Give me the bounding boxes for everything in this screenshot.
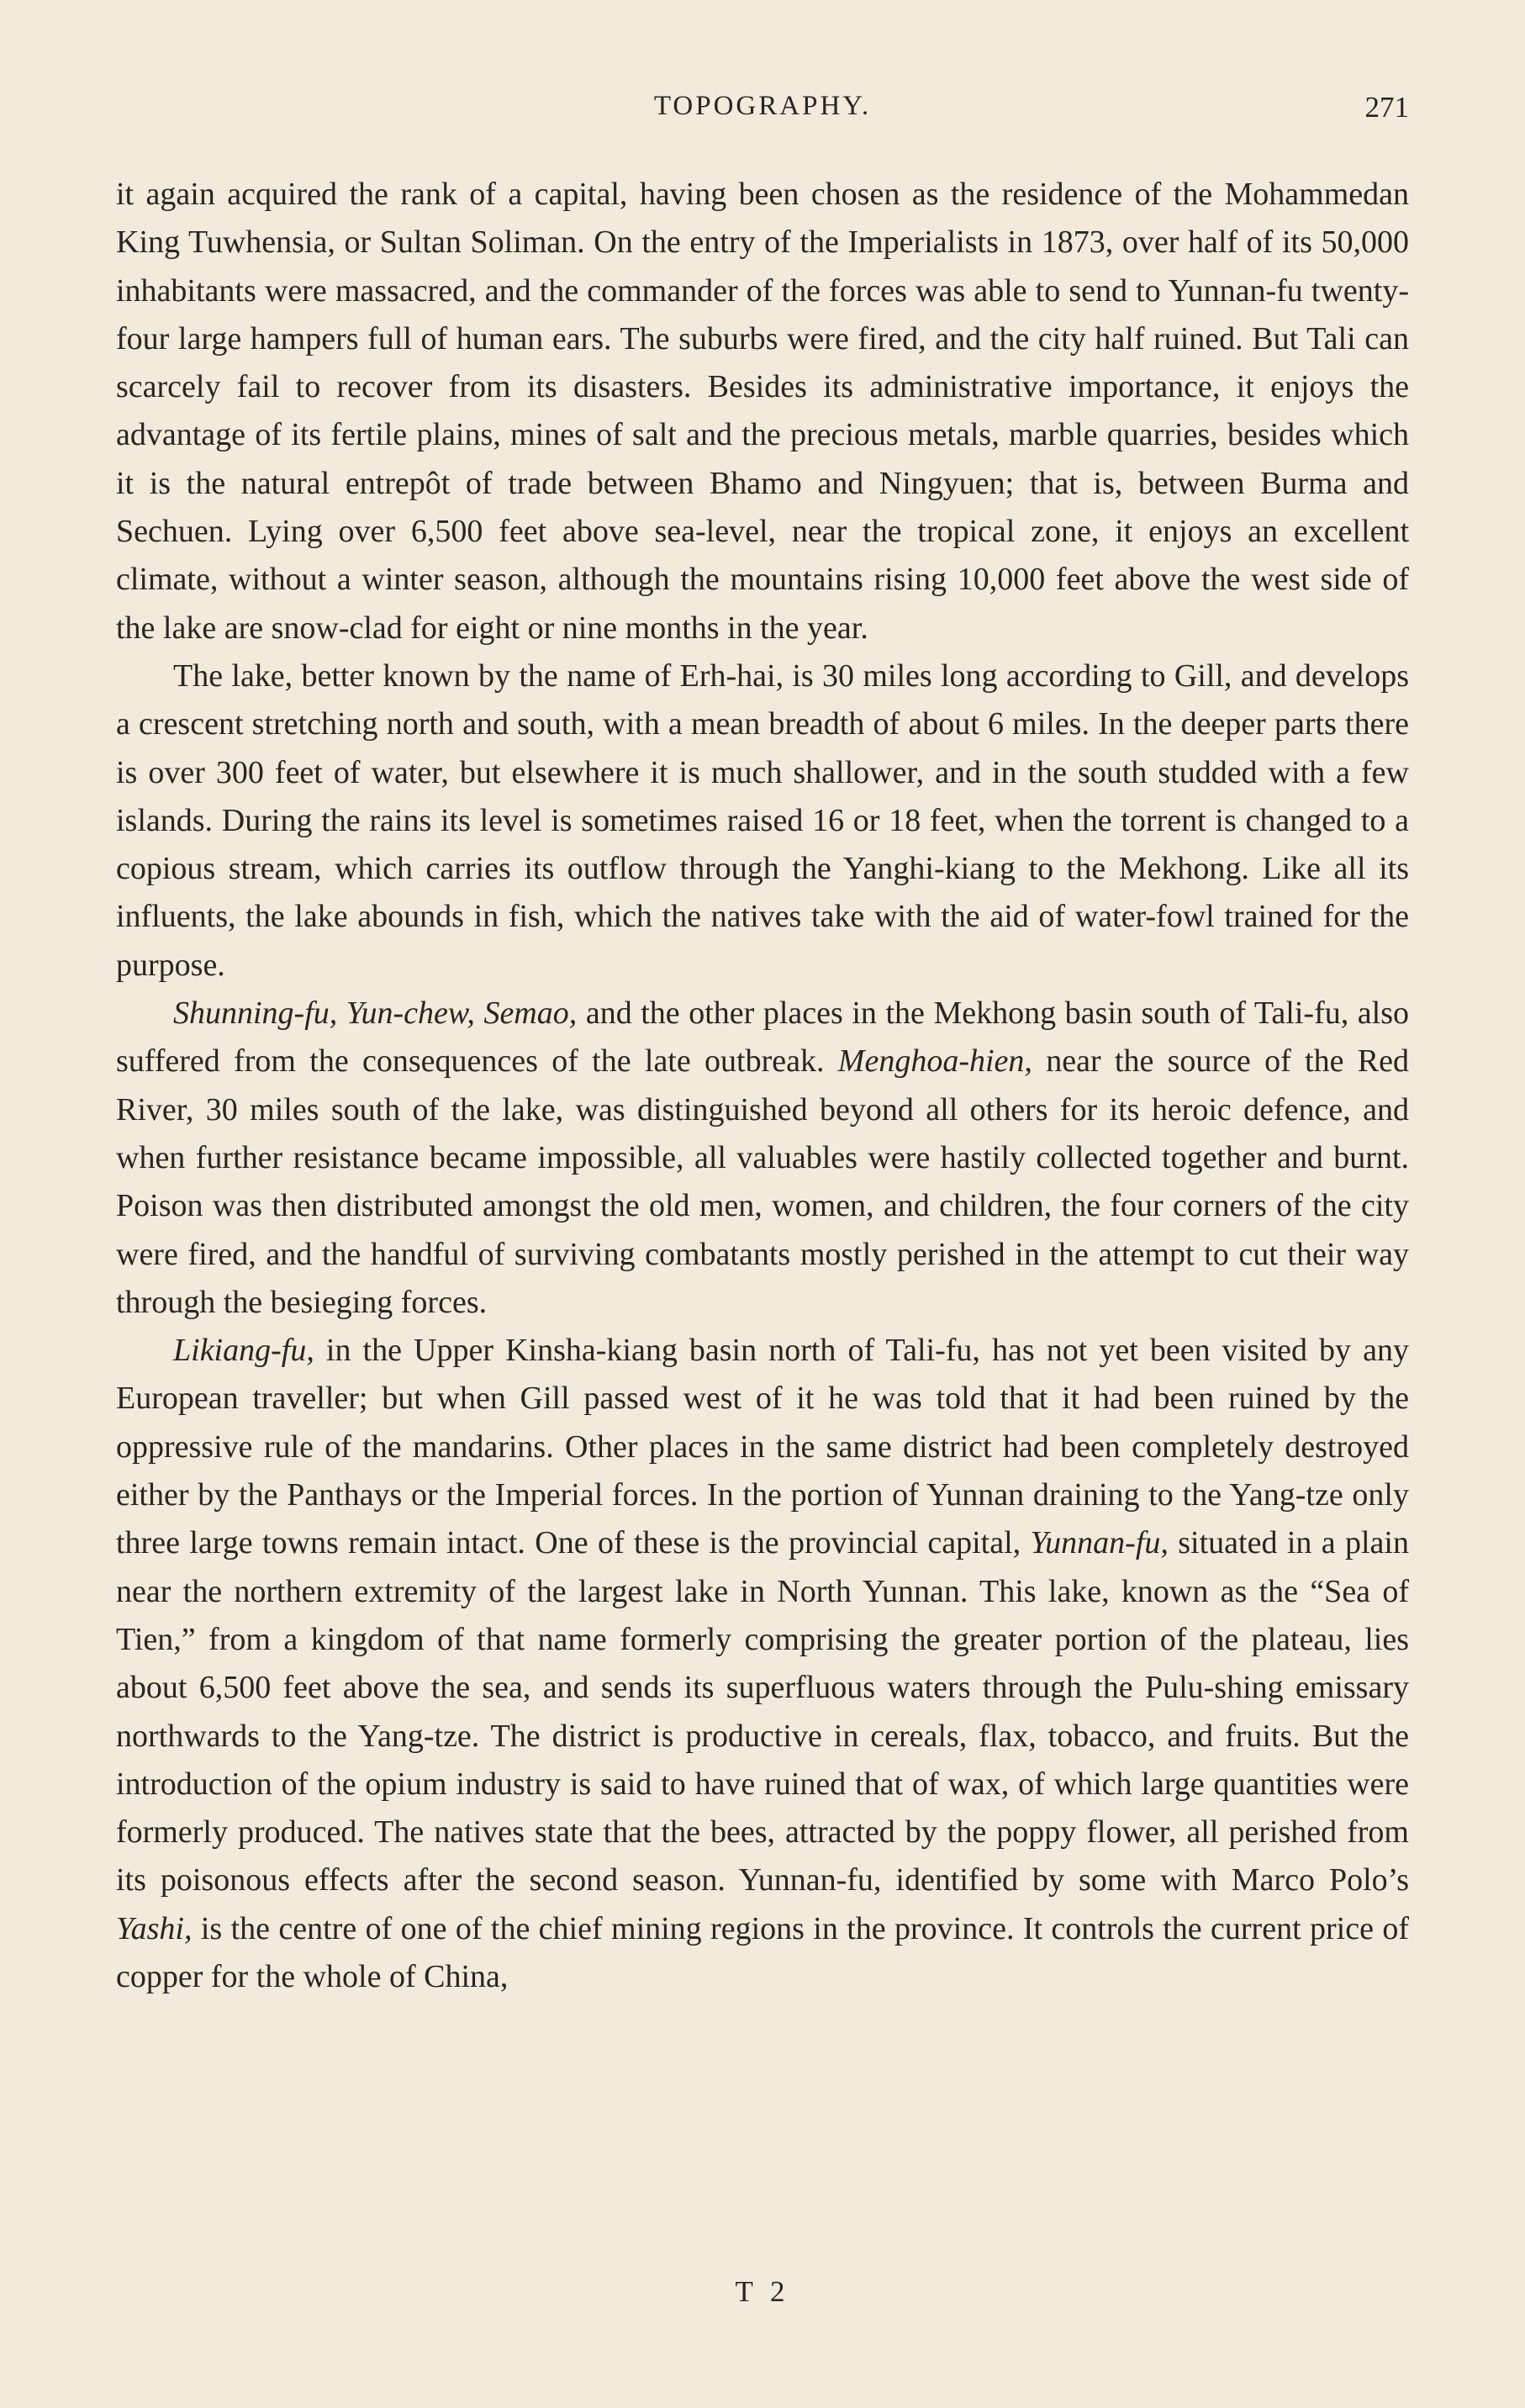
paragraph-4 [116, 1327, 1409, 2001]
place-name-italic: Yunnan-fu, [1030, 1525, 1169, 1561]
signature-mark: T 2 [735, 2275, 790, 2308]
paragraph-text: and the other places in the Mekhong basin south of Tali-fu, also suffered from the consequences of the late outbreak. [116, 995, 1409, 1080]
paragraph-text: situated in a plain near the northern extremity of the largest lake in North Yunnan. This lake, known as the “Sea of Tien,” from a kingdom of that name formerly comprising the greater portion of the plateau, lies about 6,500 feet above the sea, and sends its superfluous waters through the Pulu-shing emissary northwards to the Yang-tze. The district is productive in cereals, flax, tobacco, and fruits. But the introduction of the opium industry is said to have ruined that of wax, of which large quantities were formerly produced. The natives state that the bees, attracted by the poppy flower, all perished from its poisonous effects after the second season. Yunnan-fu, identified by some with Marco Polo’s [116, 1525, 1409, 1898]
paragraph-text: it again acquired the rank of a capital, having been chosen as the residence of the Mohammedan King Tuwhensia, or Sultan Soliman. On the entry of the Imperialists in 1873, over half of its 50,000 inhabitants were massacred, and the commander of the forces was able to send to Yunnan-fu twenty-four large hampers full of human ears. The suburbs were fired, and the city half ruined. But Tali can scarcely fail to recover from its disasters. Besides its administrative importance, it enjoys the advantage of its fertile plains, mines of salt and the precious metals, marble quarries, besides which it is the natural entrepôt of trade between Bhamo and Ningyuen; that is, between Burma and Sechuen. Lying over 6,500 feet above sea-level, near the tropical zone, it enjoys an excellent climate, without a winter season, although the mountains rising 10,000 feet above the west side of the lake are snow-clad for eight or nine months in the year. [116, 177, 1409, 646]
place-name-italic: Menghoa-hien, [837, 1043, 1032, 1080]
running-title: TOPOGRAPHY. [653, 91, 872, 121]
place-name-italic: Shunning-fu, Yun-chew, Semao, [173, 995, 578, 1032]
place-name-italic: Yashi, [116, 1910, 193, 1946]
place-name-italic: Likiang-fu, [173, 1333, 314, 1369]
paragraph-text: in the Upper Kinsha-kiang basin north of Tali-fu, has not yet been visited by any European traveller; but when Gill passed west of it he was told that it had been ruined by the oppressive rule of the mandarins. Other places in the same district had been completely destroyed either by the Panthays or the Imperial forces. In the portion of Yunnan draining to the Yang-tze only three large towns remain intact. One of these is the provincial capital, [116, 1333, 1409, 1561]
running-head [116, 91, 1409, 133]
paragraph-2 [116, 652, 1409, 990]
paragraph-3 [116, 990, 1409, 1327]
paragraph-text: is the centre of one of the chief mining regions in the province. It controls the current price of copper for the whole of China, [116, 1910, 1409, 1994]
body-text [116, 171, 1409, 2001]
paragraph-text: near the source of the Red River, 30 miles south of the lake, was distinguished beyond all others for its heroic defence, and when further resistance became impossible, all valuables were hastily collected together and burnt. Poison was then distributed amongst the old men, women, and children, the four corners of the city were fired, and the handful of surviving combatants mostly perished in the attempt to cut their way through the besieging forces. [116, 1043, 1409, 1320]
paragraph-text: The lake, better known by the name of Erh-hai, is 30 miles long according to Gill, and develops a crescent stretching north and south, with a mean breadth of about 6 miles. In the deeper parts there is over 300 feet of water, but elsewhere it is much shallower, and in the south studded with a few islands. During the rains its level is sometimes raised 16 or 18 feet, when the torrent is changed to a copious stream, which carries its outflow through the Yanghi-kiang to the Mekhong. Like all its influents, the lake abounds in fish, which the natives take with the aid of water-fowl trained for the purpose. [116, 657, 1409, 983]
page-number: 271 [1364, 91, 1409, 124]
paragraph-1 [116, 171, 1409, 652]
